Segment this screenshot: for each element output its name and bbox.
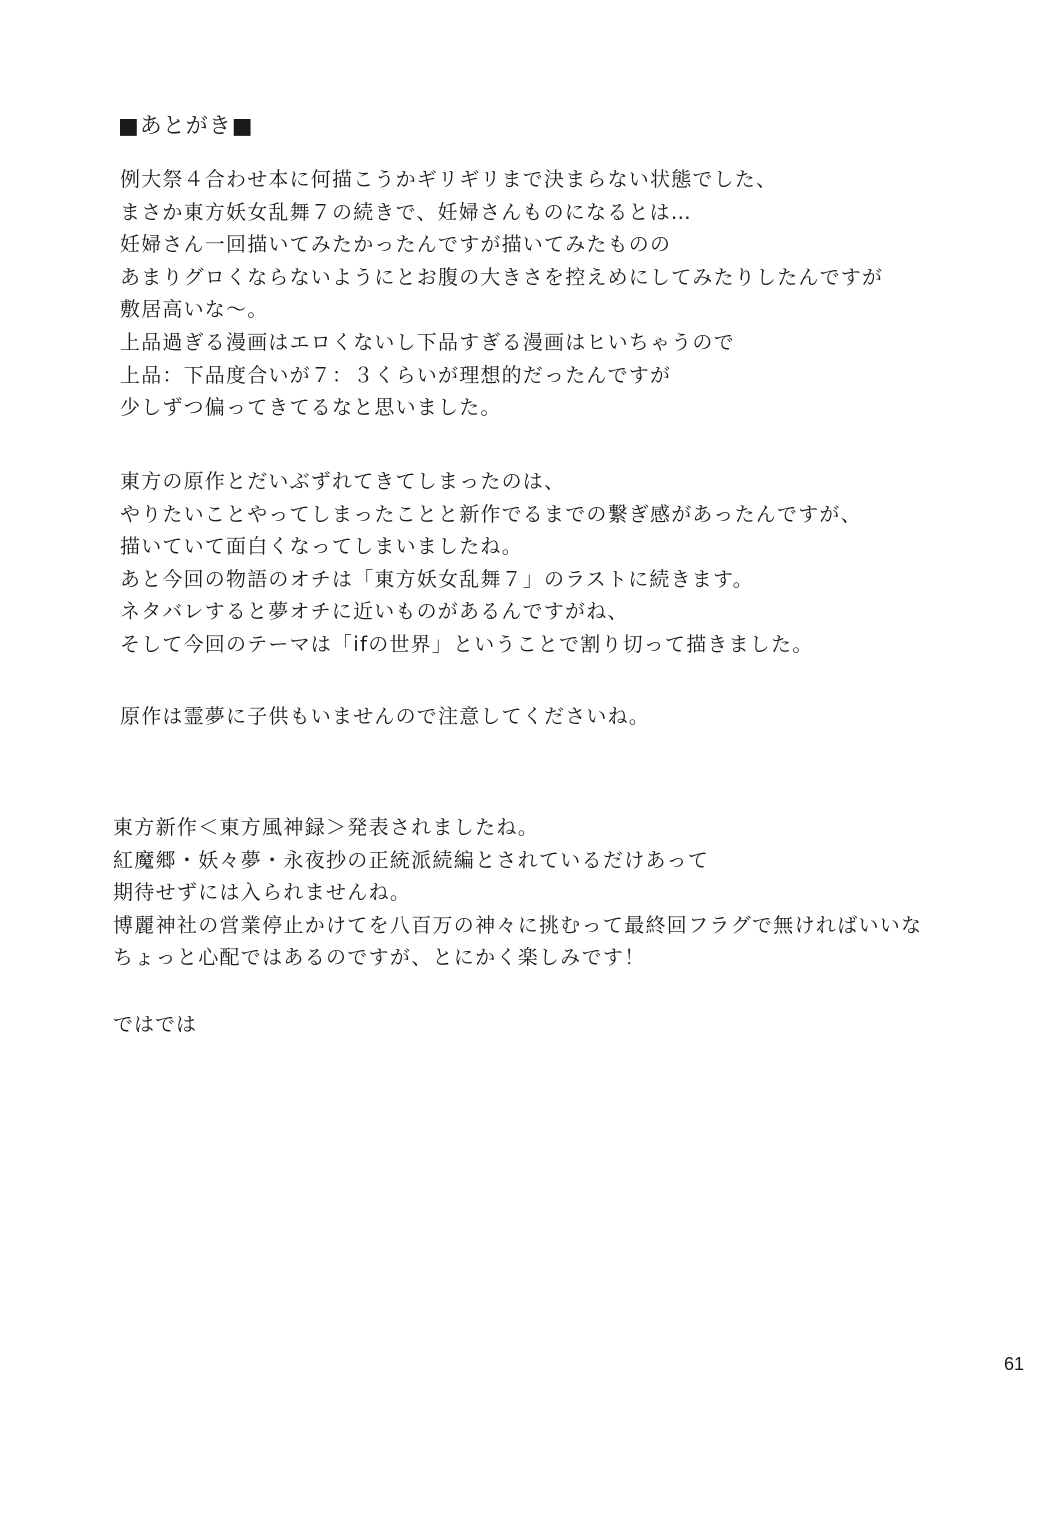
text-line: そして今回のテーマは「ifの世界」ということで割り切って描きました。 [120, 631, 814, 656]
text-line: 期待せずには入られませんね。 [113, 880, 412, 905]
closing-remark: ではでは [113, 1012, 197, 1036]
afterword-heading: ■あとがき■ [118, 114, 254, 139]
text-line: 紅魔郷・妖々夢・永夜抄の正統派続編とされているだけあって [113, 847, 710, 872]
text-line: 上品過ぎる漫画はエロくないし下品すぎる漫画はヒいちゃうので [120, 329, 735, 354]
text-line: あと今回の物語のオチは「東方妖女乱舞７」のラストに続きます。 [120, 566, 754, 591]
text-line: 博麗神社の営業停止かけてを八百万の神々に挑むって最終回フラグで無ければいいな [113, 912, 923, 937]
text-line: 東方新作＜東方風神録＞発表されましたね。 [113, 815, 539, 839]
text-line: 少しずつ偏ってきてるなと思いました。 [120, 395, 502, 420]
text-line: ネタバレすると夢オチに近いものがあるんですがね、 [120, 599, 629, 624]
text-line: 敷居高いな～。 [120, 297, 269, 322]
paragraph-3 [120, 700, 650, 733]
text-line: 例大祭４合わせ本に何描こうかギリギリまで決まらない状態でした、 [120, 167, 778, 191]
paragraph-2 [120, 465, 862, 661]
paragraph-4 [113, 811, 922, 974]
page-number: 61 [1004, 1354, 1025, 1374]
text-line: 原作は霊夢に子供もいませんので注意してくださいね。 [120, 704, 650, 728]
text-line: あまりグロくならないようにとお腹の大きさを控えめにしてみたりしたんですが [120, 264, 884, 289]
text-line: 妊婦さん一回描いてみたかったんですが描いてみたものの [120, 232, 672, 257]
text-line: 東方の原作とだいぶずれてきてしまったのは、 [120, 469, 566, 493]
text-line: まさか東方妖女乱舞７の続きで、妊婦さんものになるとは… [120, 199, 692, 224]
text-line: 描いていて面白くなってしまいましたね。 [120, 534, 523, 559]
text-line: ちょっと心配ではあるのですが、とにかく楽しみです！ [113, 945, 646, 970]
paragraph-1 [120, 163, 883, 424]
text-line: やりたいことやってしまったことと新作でるまでの繋ぎ感があったんですが、 [120, 501, 862, 526]
text-line: 上品：下品度合いが７：３くらいが理想的だったんですが [120, 362, 672, 387]
